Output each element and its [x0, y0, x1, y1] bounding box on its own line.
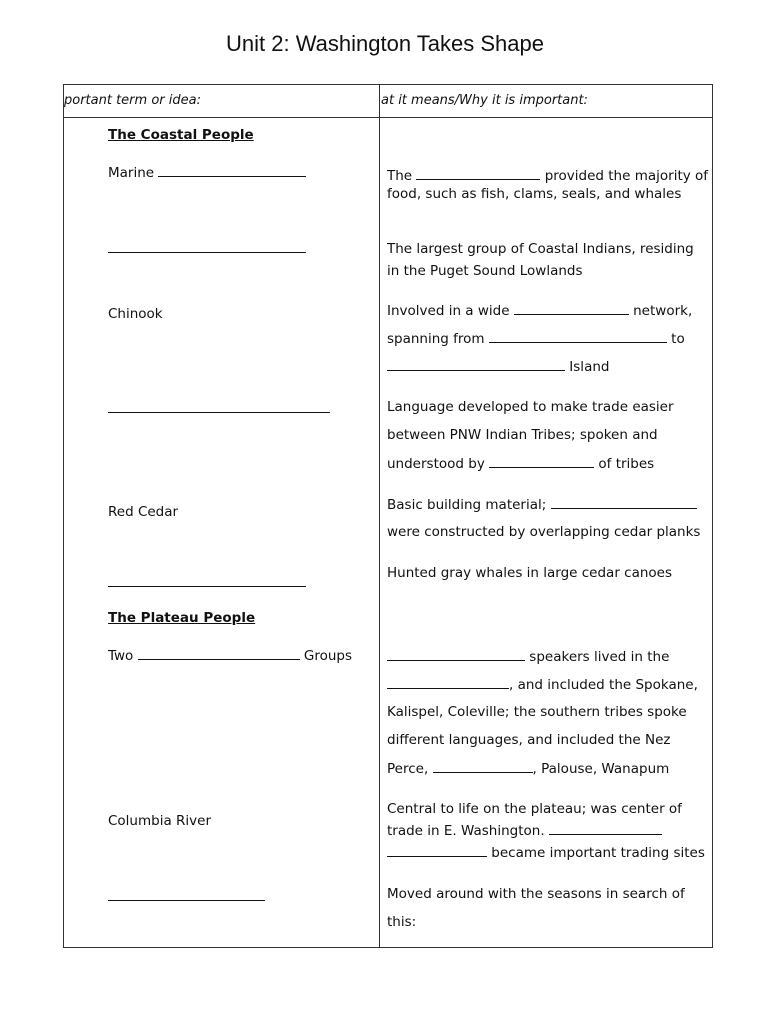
header-term: portant term or idea: [64, 93, 201, 108]
header-divider [63, 117, 713, 118]
def-whales: Hunted gray whales in large cedar canoes [387, 565, 673, 581]
def-chinook-line3 [387, 357, 609, 376]
blank-def-marine[interactable] [416, 166, 540, 180]
blank-two-groups[interactable] [138, 646, 300, 660]
term-marine-label: Marine [108, 165, 155, 181]
def-text: , Palouse, Wanapum [532, 761, 670, 777]
blank-trading-1[interactable] [549, 821, 662, 835]
def-text: Island [569, 359, 610, 375]
term-red-cedar: Red Cedar [108, 504, 179, 520]
blank-trade-language[interactable] [108, 412, 330, 413]
header-meaning: at it means/Why it is important: [381, 93, 588, 108]
blank-coastal-group[interactable] [108, 252, 306, 253]
def-groups-line1 [387, 647, 669, 666]
def-cedar-line2: were constructed by overlapping cedar planks [387, 524, 701, 540]
term-columbia-river: Columbia River [108, 813, 212, 829]
blank-whale-hunters[interactable] [108, 586, 306, 587]
def-groups-line5 [387, 759, 669, 778]
def-cedar-line1 [387, 495, 697, 514]
def-text: speakers lived in the [529, 649, 670, 665]
blank-cedar-structure[interactable] [551, 495, 697, 509]
term-groups-label: Groups [303, 648, 353, 664]
blank-speakers[interactable] [387, 647, 525, 661]
blank-tribe[interactable] [433, 759, 533, 773]
blank-seasonal-food[interactable] [108, 900, 265, 901]
def-groups-line2 [387, 675, 698, 694]
def-text: The [387, 168, 413, 184]
def-text: Basic building material; [387, 497, 547, 513]
def-chinook-line1 [387, 301, 692, 320]
def-group-line1: The largest group of Coastal Indians, residing [387, 241, 694, 257]
def-chinook-line2 [387, 329, 685, 348]
def-text: provided the majority of [544, 168, 709, 184]
blank-region[interactable] [387, 675, 509, 689]
def-columbia-line2 [387, 821, 662, 840]
blank-island[interactable] [387, 357, 565, 371]
def-columbia-line3 [387, 843, 705, 862]
term-chinook: Chinook [108, 306, 163, 322]
coastal-heading: The Coastal People [108, 127, 254, 143]
def-marine-line1 [387, 166, 708, 185]
def-text: spanning from [387, 331, 485, 347]
def-columbia-line1: Central to life on the plateau; was center of [387, 801, 682, 817]
def-text: of tribes [598, 456, 655, 472]
term-two-groups [108, 646, 352, 665]
plateau-heading: The Plateau People [108, 610, 256, 626]
blank-span-from[interactable] [489, 329, 667, 343]
def-text: to [671, 331, 685, 347]
def-text: trade in E. Washington. [387, 823, 545, 839]
page-title: Unit 2: Washington Takes Shape [226, 31, 544, 56]
def-text: Perce, [387, 761, 429, 777]
term-two-label: Two [108, 648, 134, 664]
blank-trading-2[interactable] [387, 843, 487, 857]
def-seasons-line2: this: [387, 914, 417, 930]
def-text: network, [633, 303, 693, 319]
def-groups-line4: different languages, and included the Nez [387, 732, 671, 748]
def-group-line2: in the Puget Sound Lowlands [387, 263, 583, 279]
def-text: became important trading sites [491, 845, 705, 861]
def-text: understood by [387, 456, 485, 472]
def-language-line3 [387, 454, 654, 473]
blank-understood-by[interactable] [489, 454, 594, 468]
def-text: Involved in a wide [387, 303, 510, 319]
def-groups-line3: Kalispel, Coleville; the southern tribes spoke [387, 704, 687, 720]
column-divider [379, 84, 380, 948]
def-language-line1: Language developed to make trade easier [387, 399, 674, 415]
def-marine-line2: food, such as fish, clams, seals, and whales [387, 186, 682, 202]
term-marine [108, 163, 306, 182]
blank-trade-network[interactable] [514, 301, 629, 315]
blank-marine[interactable] [158, 163, 306, 177]
def-seasons-line1: Moved around with the seasons in search of [387, 886, 685, 902]
def-text: , and included the Spokane, [509, 677, 698, 693]
def-language-line2: between PNW Indian Tribes; spoken and [387, 427, 658, 443]
